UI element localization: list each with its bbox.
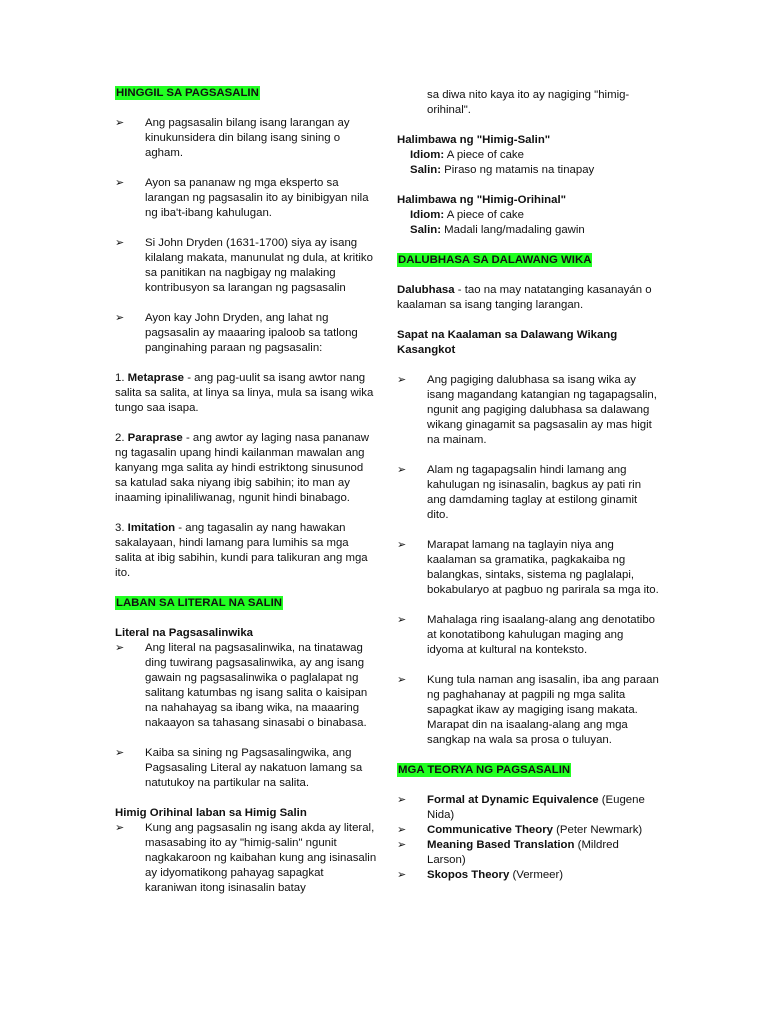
definition-term: Dalubhasa xyxy=(397,284,455,296)
left-column xyxy=(115,86,377,896)
method-metaprase xyxy=(115,371,377,416)
section-title-teorya: MGA TEORYA NG PAGSASALIN xyxy=(398,764,571,776)
salin-text: Piraso ng matamis na tinapay xyxy=(441,164,595,176)
method-desc: - ang pag-uulit sa isang awtor nang salita sa salita, at linya sa linya, mula sa isang wika tungo saa isapa. xyxy=(115,372,374,414)
salin-label: Salin: xyxy=(410,164,442,176)
theory-item xyxy=(397,868,659,883)
section-title-laban: LABAN SA LITERAL NA SALIN xyxy=(116,597,283,609)
subheading-himig: Himig Orihinal laban sa Himig Salin xyxy=(115,807,307,819)
salin-text: Madali lang/madaling gawin xyxy=(441,224,585,236)
theory-author: (Mildred Larson) xyxy=(427,839,619,866)
method-desc: - ang awtor ay laging nasa pananaw ng tagasalin upang hindi kailanman mawalan ang kanyang mga salita ay hindi estriktong sinusunod sa katulad saka niyang ibig sabihin; ito man ay inaaming ipinaliliwanag, ngunit hindi binabago. xyxy=(115,432,369,504)
example-title: Halimbawa ng "Himig-Salin" xyxy=(397,134,551,146)
method-number: 2. xyxy=(115,432,125,444)
bullet-item: ➢ Kung tula naman ang isasalin, iba ang paraan ng paghahanay at pagpili ng mga salita sapagkat ikaw ay magiging isang makata. Marapat din na isaalang-alang ang mga sangkap na wala sa prosa o tuluyan. xyxy=(397,673,659,748)
bullet-item: ➢ Alam ng tagapagsalin hindi lamang ang kahulugan ng isinasalin, bagkus ay pati rin ang damdaming taglay at estilong ginamit dito. xyxy=(397,463,659,523)
bullet-item: ➢ Si John Dryden (1631-1700) siya ay isang kilalang makata, manunulat ng dula, at kritiko sa panitikan na nagbigay ng malaking kontribusyon sa larangan ng pagsasalin xyxy=(115,236,377,296)
theory-name: Communicative Theory xyxy=(427,824,553,836)
method-desc: - ang tagasalin ay nang hawakan sakalayaan, hindi lamang para lumihis sa mga salita at ibig sabihin, kundi para talikuran ang mga ito. xyxy=(115,522,368,579)
idiom-label: Idiom: xyxy=(410,209,445,221)
method-term: Paraprase xyxy=(127,432,183,444)
idiom-label: Idiom: xyxy=(410,149,445,161)
section-title-dalubhasa: DALUBHASA SA DALAWANG WIKA xyxy=(398,254,592,266)
example-title: Halimbawa ng "Himig-Orihinal" xyxy=(397,194,567,206)
theory-author: (Peter Newmark) xyxy=(552,824,643,836)
method-term: Metaprase xyxy=(127,372,185,384)
theory-item xyxy=(397,823,659,838)
theory-item xyxy=(397,793,659,823)
bullet-item: ➢ Kaiba sa sining ng Pagsasalingwika, ang Pagsasaling Literal ay nakatuon lamang sa natutukoy na partikular na salita. xyxy=(115,746,377,791)
subheading-literal: Literal na Pagsasalinwika xyxy=(115,627,254,639)
section-title-hinggil: HINGGIL SA PAGSASALIN xyxy=(116,87,259,99)
bullet-item: ➢ Kung ang pagsasalin ng isang akda ay literal, masasabing ito ay "himig-salin" ngunit nagkakaroon ng kaibahan kung ang isinasalin ay idyomatikong pahayag sapagkat karaniwan itong isinasalin batay xyxy=(115,821,377,896)
method-number: 1. xyxy=(115,372,125,384)
dalubhasa-definition xyxy=(397,283,659,313)
example-salin xyxy=(397,223,659,238)
method-number: 3. xyxy=(115,522,125,534)
bullet-item: ➢ Ang literal na pagsasalinwika, na tinatawag ding tuwirang pagsasalinwika, ay ang isang gawain ng pagsasalinwika o paglalapat ng salitang katumbas ng isang salita o kaisipan na nahahayag sa ibang wika, na maaaring nakaayon sa tahasang sinasabi o binabasa. xyxy=(115,641,377,731)
definition-text: - tao na may natatanging kasanayán o kaalaman sa isang tanging larangan. xyxy=(397,284,652,311)
theory-author: (Vermeer) xyxy=(509,869,564,881)
bullet-item: ➢ Mahalaga ring isaalang-alang ang denotatibo at konotatibong kahulugan maging ang idyoma at kultural na konteksto. xyxy=(397,613,659,658)
example-idiom xyxy=(397,208,659,223)
method-paraprase xyxy=(115,431,377,506)
bullet-item: ➢ Ang pagiging dalubhasa sa isang wika ay isang magandang katangian ng tagapagsalin, ngunit ang pagiging dalubhasa sa dalawang wikang ginagamit sa pagsasalin ay mas higit na mainam. xyxy=(397,373,659,448)
subheading-sapat: Sapat na Kaalaman sa Dalawang Wikang Kasangkot xyxy=(397,329,618,356)
bullet-item: ➢ Ayon sa pananaw ng mga eksperto sa larangan ng pagsasalin ito ay binibigyan nila ng iba't-ibang kahulugan. xyxy=(115,176,377,221)
theory-name: Formal at Dynamic Equivalence xyxy=(427,794,599,806)
example-idiom xyxy=(397,148,659,163)
theory-name: Meaning Based Translation xyxy=(427,839,575,851)
bullet-item: ➢ Ang pagsasalin bilang isang larangan ay kinukunsidera din bilang isang sining o agham. xyxy=(115,116,377,161)
bullet-item: ➢ Ayon kay John Dryden, ang lahat ng pagsasalin ay maaaring ipaloob sa tatlong panginahing paraan ng pagsasalin: xyxy=(115,311,377,356)
continuation-text: sa diwa nito kaya ito ay nagiging "himig-orihinal". xyxy=(427,89,630,116)
example-salin xyxy=(397,163,659,178)
theory-author: (Eugene Nida) xyxy=(427,794,645,821)
bullet-item: ➢ Marapat lamang na taglayin niya ang kaalaman sa gramatika, pagkakaiba ng balangkas, sintaks, sistema ng paglalapi, bokabularyo at pagbuo ng parirala sa mga ito. xyxy=(397,538,659,598)
method-term: Imitation xyxy=(127,522,176,534)
method-imitation xyxy=(115,521,377,581)
idiom-text: A piece of cake xyxy=(444,149,524,161)
idiom-text: A piece of cake xyxy=(444,209,524,221)
theory-item xyxy=(397,838,659,868)
right-column xyxy=(397,88,659,883)
theory-name: Skopos Theory xyxy=(427,869,510,881)
salin-label: Salin: xyxy=(410,224,442,236)
